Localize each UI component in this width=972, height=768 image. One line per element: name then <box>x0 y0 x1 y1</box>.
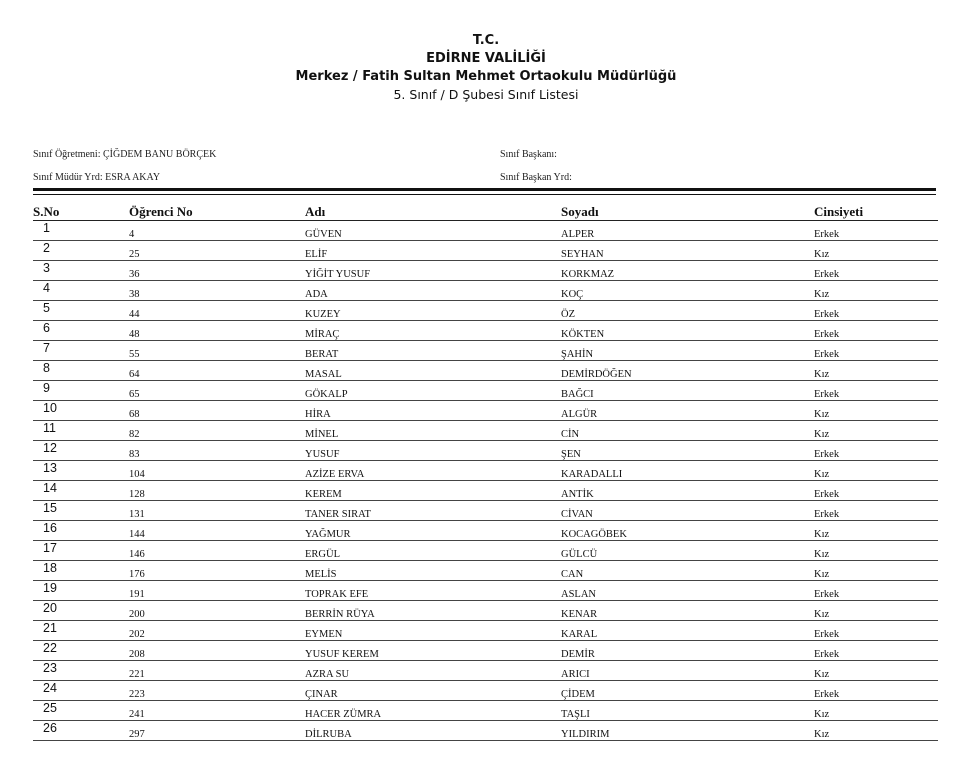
cell-sno: 3 <box>33 261 129 281</box>
table-row <box>33 721 938 741</box>
table-row <box>33 321 938 341</box>
column-header-student-no: Öğrenci No <box>129 200 305 221</box>
cell-first-name: KEREM <box>305 481 561 501</box>
cell-last-name: DEMİR <box>561 641 814 661</box>
cell-last-name: KARADALLI <box>561 461 814 481</box>
cell-sno: 17 <box>33 541 129 561</box>
cell-gender: Kız <box>814 701 938 721</box>
cell-sno: 2 <box>33 241 129 261</box>
cell-first-name: MELİS <box>305 561 561 581</box>
cell-gender: Kız <box>814 241 938 261</box>
cell-first-name: YAĞMUR <box>305 521 561 541</box>
cell-sno: 8 <box>33 361 129 381</box>
cell-first-name: GÖKALP <box>305 381 561 401</box>
cell-last-name: CAN <box>561 561 814 581</box>
cell-first-name: EYMEN <box>305 621 561 641</box>
cell-sno: 26 <box>33 721 129 741</box>
cell-student-no: 4 <box>129 221 305 241</box>
cell-sno: 9 <box>33 381 129 401</box>
table-row <box>33 621 938 641</box>
cell-gender: Erkek <box>814 501 938 521</box>
class-vice-president: Sınıf Başkan Yrd: <box>500 172 572 183</box>
cell-sno: 6 <box>33 321 129 341</box>
document-header <box>0 32 972 104</box>
cell-student-no: 208 <box>129 641 305 661</box>
cell-sno: 24 <box>33 681 129 701</box>
cell-first-name: AZİZE ERVA <box>305 461 561 481</box>
table-row <box>33 401 938 421</box>
cell-last-name: BAĞCI <box>561 381 814 401</box>
cell-sno: 20 <box>33 601 129 621</box>
cell-last-name: GÜLCÜ <box>561 541 814 561</box>
cell-last-name: ŞEN <box>561 441 814 461</box>
cell-last-name: KOCAGÖBEK <box>561 521 814 541</box>
cell-student-no: 223 <box>129 681 305 701</box>
cell-last-name: YILDIRIM <box>561 721 814 741</box>
cell-last-name: ARICI <box>561 661 814 681</box>
cell-last-name: CİN <box>561 421 814 441</box>
cell-gender: Kız <box>814 401 938 421</box>
header-governorship: EDİRNE VALİLİĞİ <box>426 51 546 66</box>
table-row <box>33 681 938 701</box>
cell-student-no: 36 <box>129 261 305 281</box>
table-row <box>33 441 938 461</box>
table-row <box>33 241 938 261</box>
student-list-table <box>33 200 938 741</box>
cell-first-name: YİĞİT YUSUF <box>305 261 561 281</box>
cell-last-name: ANTİK <box>561 481 814 501</box>
cell-last-name: SEYHAN <box>561 241 814 261</box>
header-tc: T.C. <box>472 33 500 48</box>
table-row <box>33 461 938 481</box>
cell-first-name: HACER ZÜMRA <box>305 701 561 721</box>
cell-first-name: YUSUF <box>305 441 561 461</box>
table-row <box>33 601 938 621</box>
cell-student-no: 44 <box>129 301 305 321</box>
table-row <box>33 281 938 301</box>
cell-first-name: ERGÜL <box>305 541 561 561</box>
cell-student-no: 48 <box>129 321 305 341</box>
cell-sno: 12 <box>33 441 129 461</box>
cell-student-no: 38 <box>129 281 305 301</box>
cell-sno: 14 <box>33 481 129 501</box>
cell-student-no: 83 <box>129 441 305 461</box>
cell-last-name: ALPER <box>561 221 814 241</box>
cell-last-name: KÖKTEN <box>561 321 814 341</box>
cell-student-no: 104 <box>129 461 305 481</box>
cell-sno: 7 <box>33 341 129 361</box>
cell-student-no: 200 <box>129 601 305 621</box>
table-row <box>33 561 938 581</box>
cell-first-name: ÇINAR <box>305 681 561 701</box>
cell-student-no: 241 <box>129 701 305 721</box>
table-row <box>33 421 938 441</box>
column-header-gender: Cinsiyeti <box>814 200 938 221</box>
cell-sno: 25 <box>33 701 129 721</box>
cell-sno: 13 <box>33 461 129 481</box>
cell-first-name: AZRA SU <box>305 661 561 681</box>
cell-student-no: 128 <box>129 481 305 501</box>
cell-sno: 15 <box>33 501 129 521</box>
cell-first-name: GÜVEN <box>305 221 561 241</box>
cell-gender: Kız <box>814 521 938 541</box>
cell-first-name: MASAL <box>305 361 561 381</box>
cell-gender: Kız <box>814 561 938 581</box>
cell-student-no: 82 <box>129 421 305 441</box>
cell-last-name: KENAR <box>561 601 814 621</box>
table-row <box>33 361 938 381</box>
table-header-row <box>33 200 938 221</box>
table-row <box>33 521 938 541</box>
cell-last-name: CİVAN <box>561 501 814 521</box>
cell-sno: 5 <box>33 301 129 321</box>
table-row <box>33 501 938 521</box>
table-row <box>33 221 938 241</box>
cell-gender: Kız <box>814 541 938 561</box>
table-row <box>33 581 938 601</box>
cell-student-no: 297 <box>129 721 305 741</box>
cell-last-name: ALGÜR <box>561 401 814 421</box>
cell-student-no: 131 <box>129 501 305 521</box>
header-list-title: 5. Sınıf / D Şubesi Sınıf Listesi <box>393 87 579 102</box>
cell-gender: Erkek <box>814 621 938 641</box>
cell-first-name: ELİF <box>305 241 561 261</box>
cell-first-name: YUSUF KEREM <box>305 641 561 661</box>
cell-sno: 10 <box>33 401 129 421</box>
header-divider-thick <box>33 188 936 191</box>
class-president: Sınıf Başkanı: <box>500 149 557 160</box>
cell-sno: 4 <box>33 281 129 301</box>
cell-gender: Kız <box>814 421 938 441</box>
cell-student-no: 144 <box>129 521 305 541</box>
cell-first-name: MİNEL <box>305 421 561 441</box>
cell-first-name: BERAT <box>305 341 561 361</box>
cell-gender: Erkek <box>814 641 938 661</box>
table-row <box>33 701 938 721</box>
cell-student-no: 202 <box>129 621 305 641</box>
cell-last-name: KORKMAZ <box>561 261 814 281</box>
assistant-principal: Sınıf Müdür Yrd: ESRA AKAY <box>33 172 161 183</box>
cell-gender: Erkek <box>814 681 938 701</box>
table-row <box>33 261 938 281</box>
column-header-first-name: Adı <box>305 200 561 221</box>
table-row <box>33 641 938 661</box>
cell-sno: 22 <box>33 641 129 661</box>
cell-sno: 23 <box>33 661 129 681</box>
header-divider-thin <box>33 194 936 195</box>
cell-last-name: ASLAN <box>561 581 814 601</box>
cell-gender: Erkek <box>814 301 938 321</box>
cell-gender: Erkek <box>814 481 938 501</box>
cell-gender: Erkek <box>814 441 938 461</box>
column-header-sno: S.No <box>33 200 129 221</box>
cell-last-name: KOÇ <box>561 281 814 301</box>
cell-last-name: ÖZ <box>561 301 814 321</box>
cell-first-name: HİRA <box>305 401 561 421</box>
cell-last-name: TAŞLI <box>561 701 814 721</box>
cell-student-no: 65 <box>129 381 305 401</box>
cell-gender: Erkek <box>814 221 938 241</box>
cell-first-name: MİRAÇ <box>305 321 561 341</box>
cell-sno: 18 <box>33 561 129 581</box>
table-row <box>33 661 938 681</box>
cell-gender: Kız <box>814 721 938 741</box>
cell-student-no: 191 <box>129 581 305 601</box>
table-row <box>33 301 938 321</box>
cell-gender: Erkek <box>814 261 938 281</box>
cell-gender: Kız <box>814 461 938 481</box>
header-school: Merkez / Fatih Sultan Mehmet Ortaokulu Müdürlüğü <box>295 69 677 84</box>
cell-first-name: TOPRAK EFE <box>305 581 561 601</box>
student-rows <box>33 221 938 741</box>
cell-student-no: 25 <box>129 241 305 261</box>
table-row <box>33 381 938 401</box>
cell-gender: Kız <box>814 281 938 301</box>
table-row <box>33 341 938 361</box>
cell-student-no: 55 <box>129 341 305 361</box>
cell-gender: Erkek <box>814 321 938 341</box>
table-row <box>33 541 938 561</box>
cell-gender: Erkek <box>814 341 938 361</box>
cell-sno: 19 <box>33 581 129 601</box>
cell-gender: Kız <box>814 661 938 681</box>
cell-gender: Kız <box>814 361 938 381</box>
cell-sno: 1 <box>33 221 129 241</box>
cell-last-name: DEMİRDÖĞEN <box>561 361 814 381</box>
column-header-last-name: Soyadı <box>561 200 814 221</box>
cell-first-name: ADA <box>305 281 561 301</box>
class-teacher: Sınıf Öğretmeni: ÇİĞDEM BANU BÖRÇEK <box>33 149 217 160</box>
cell-first-name: BERRİN RÜYA <box>305 601 561 621</box>
cell-last-name: KARAL <box>561 621 814 641</box>
cell-sno: 21 <box>33 621 129 641</box>
cell-sno: 16 <box>33 521 129 541</box>
cell-student-no: 176 <box>129 561 305 581</box>
cell-last-name: ÇİDEM <box>561 681 814 701</box>
cell-last-name: ŞAHİN <box>561 341 814 361</box>
cell-student-no: 146 <box>129 541 305 561</box>
cell-student-no: 68 <box>129 401 305 421</box>
cell-student-no: 221 <box>129 661 305 681</box>
cell-sno: 11 <box>33 421 129 441</box>
cell-student-no: 64 <box>129 361 305 381</box>
table-row <box>33 481 938 501</box>
cell-gender: Erkek <box>814 381 938 401</box>
cell-first-name: DİLRUBA <box>305 721 561 741</box>
cell-gender: Erkek <box>814 581 938 601</box>
cell-gender: Kız <box>814 601 938 621</box>
cell-first-name: KUZEY <box>305 301 561 321</box>
cell-first-name: TANER SIRAT <box>305 501 561 521</box>
